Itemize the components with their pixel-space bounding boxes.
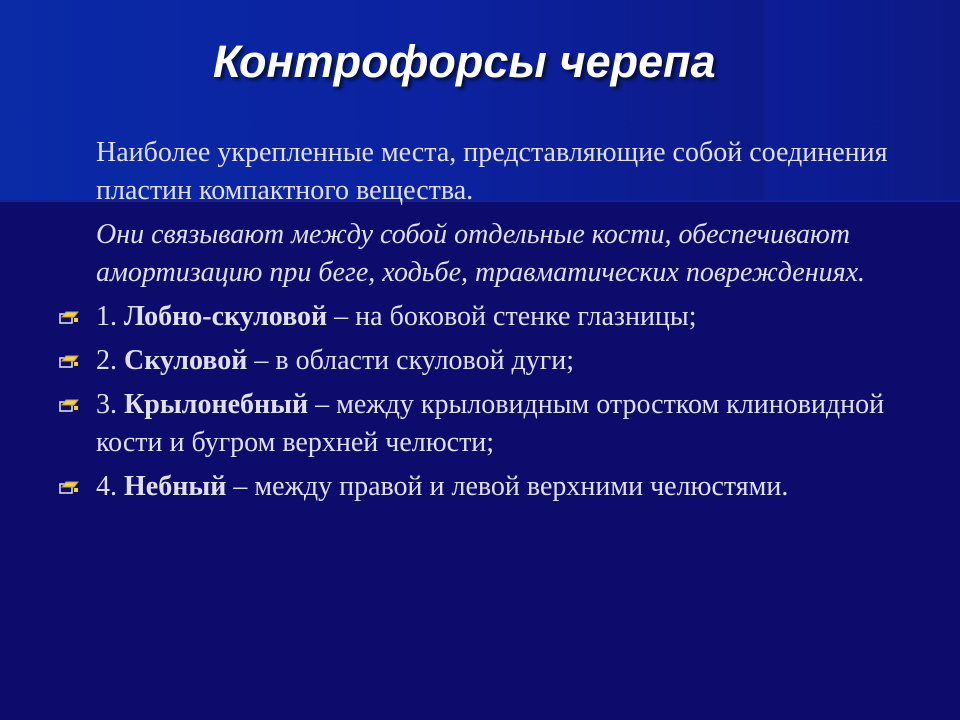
item-term: Небный [124, 471, 227, 502]
slide-content [58, 134, 918, 512]
item-description: – в области скуловой дуги; [247, 345, 575, 376]
item-description: – на боковой стенке глазницы; [327, 301, 697, 332]
item-number: 3. [96, 389, 124, 420]
note-paragraph: Они связывают между собой отдельные кости, обеспечивают амортизацию при беге, ходьбе, травматических повреждениях. [96, 219, 866, 288]
item-number: 1. [96, 301, 124, 332]
item-term: Лобно-скуловой [124, 301, 328, 332]
item-number: 4. [96, 471, 124, 502]
open-folder-icon [58, 352, 80, 370]
list-item [58, 386, 918, 462]
open-folder-icon [58, 308, 80, 326]
intro-paragraph: Наиболее укрепленные места, представляющие собой соединения пластин компактного вещества. [96, 137, 888, 206]
open-folder-icon [58, 396, 80, 414]
item-description: – между правой и левой верхними челюстями. [226, 471, 789, 502]
slide-title: Контрофорсы черепа [213, 36, 716, 87]
list-item [58, 342, 918, 380]
list-item [58, 468, 918, 506]
item-term: Скуловой [124, 345, 248, 376]
open-folder-icon [58, 478, 80, 496]
item-term: Крылонебный [124, 389, 309, 420]
list-item [58, 298, 918, 336]
item-number: 2. [96, 345, 124, 376]
item-description: – между крыловидным отростком клиновидной кости и бугром верхней челюсти; [96, 389, 885, 458]
